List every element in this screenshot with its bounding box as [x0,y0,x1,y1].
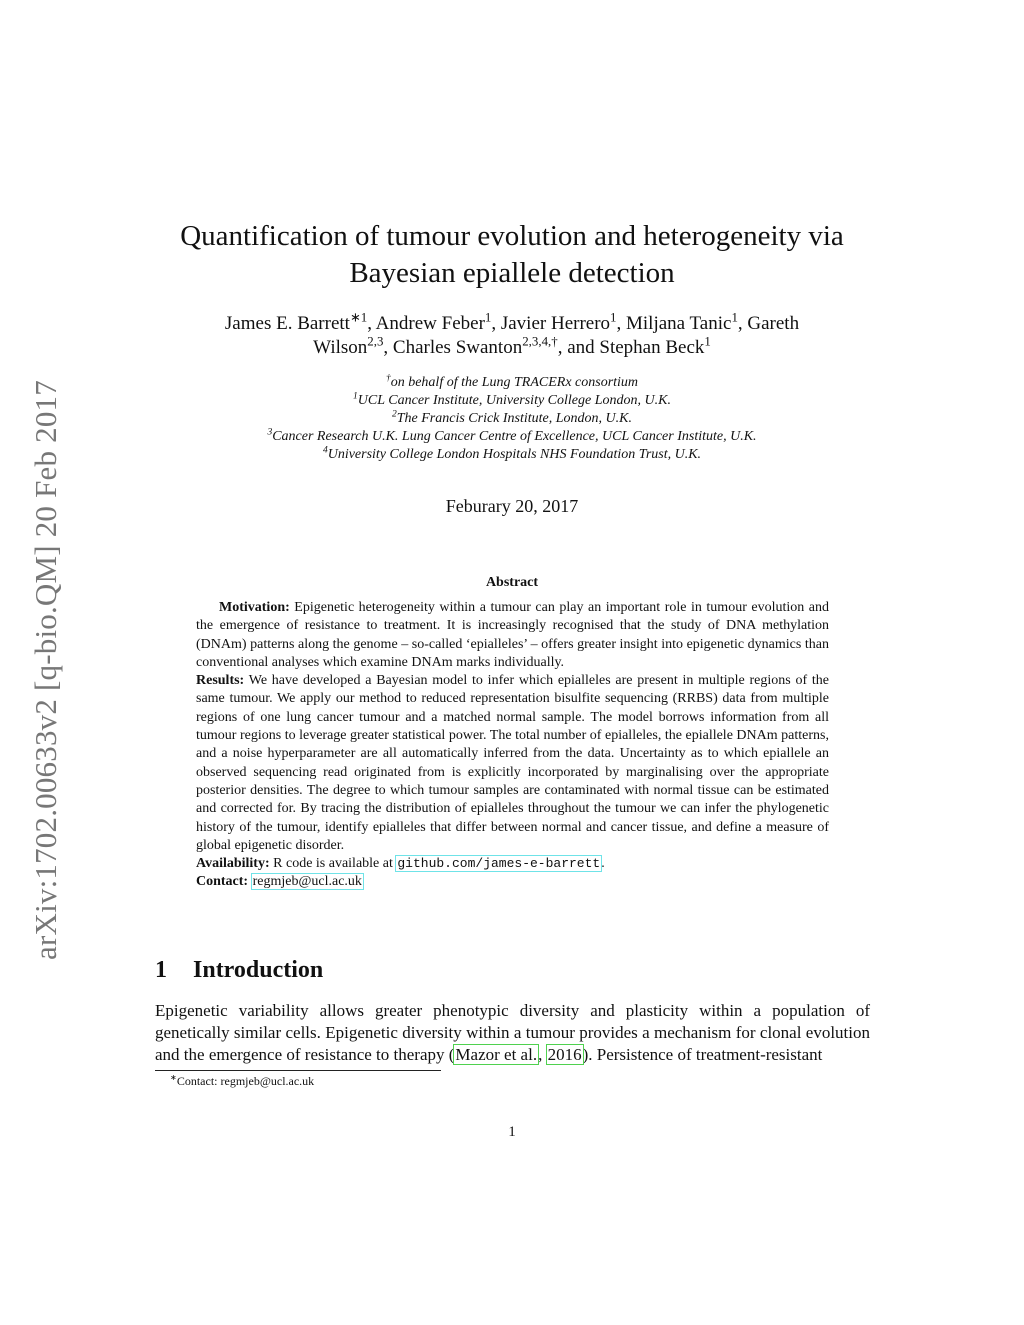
abstract-contact [196,873,829,891]
author-name: , Gareth [737,313,800,334]
section-title: Introduction [193,957,324,983]
author-mark[interactable]: ∗1 [349,309,368,325]
introduction-paragraph: Epigenetic variability allows greater phenotypic diversity and plasticity within a population of genetically similar cells. Epigenetic diversity within a tumour provides a mechanism for clonal evolution and the emergence of resistance to therapy (Mazor et al., 2016). Persistence of treatment-resistant [155,1001,870,1064]
author-name: , Charles Swanton [383,337,523,358]
footnote-divider [155,1070,441,1071]
author-line-2 [150,333,874,360]
author-mark: 2,3 [367,333,384,349]
author-mark: 2,3,4,† [522,333,558,349]
motivation-text: Epigenetic heterogeneity within a tumour can play an important role in tumour evolution and the emergence of resistance to treatment. It is increasingly recognised that the study of DNA methylation (DNAm) patterns along the genome – so-called ‘epialleles’ – offers greater insight into epigenetic dynamics than conventional analyses which examine DNAm marks individually. [196,600,830,670]
affiliations [150,374,874,464]
author-name: , and Stephan Beck [557,337,705,358]
availability-label: Availability: [196,856,270,872]
section-number: 1 [155,957,167,983]
contact-email-link[interactable]: regmjeb@ucl.ac.uk [252,874,362,890]
citation-link-year[interactable]: 2016 [547,1045,582,1064]
author-mark: 1 [610,309,617,325]
abstract-motivation [196,599,829,672]
motivation-label: Motivation: [219,600,290,615]
abstract-availability: Availability: R code is available at github.com/james-e-barrett. [196,856,605,872]
author-line-1 [150,309,874,336]
author-name: , Javier Herrero [491,313,611,334]
results-label: Results: [196,673,245,689]
contact-label: Contact: [196,874,249,890]
author-name: James E. Barrett [224,313,350,334]
publication-date: Feburary 20, 2017 [445,496,579,516]
author-name: , Andrew Feber [367,313,485,334]
footnote: ∗Contact: regmjeb@ucl.ac.uk [170,1073,315,1088]
affiliation-item: †on behalf of the Lung TRACERx consortium [385,373,639,390]
affiliation-item: $^4$University College London Hospitals NHS Foundation Trust, U.K. [322,445,702,462]
paper-title [150,218,874,292]
abstract-body [196,599,829,892]
title-line-1: Quantification of tumour evolution and heterogeneity via [180,220,844,252]
results-text: We have developed a Bayesian model to infer which epialleles are present in multiple regions of the same tumour. We apply our method to reduced representation bisulfite sequencing (RRBS) data from multiple regions of one lung cancer tumour and a matched normal sample. The model borrows information from all tumour regions to leverage greater statistical power. The total number of epialleles, the epiallele DNAm patterns, and a noise hyperparameter are all automatically inferred from the data. Uncertainty as to which epiallele an observed sequencing read originated from is explicitly incorporated by marginalising over the appropriate posterior densities. The degree to which tumour samples are contaminated with normal tissue can be estimated and corrected for. By tracing the distribution of epialleles throughout the tumour we can infer the phylogenetic history of the tumour, identify epialleles that differ between normal and cancer tissue, and define a measure of global epigenetic disorder. [196,673,829,853]
github-link[interactable]: github.com/james-e-barrett [397,856,601,872]
abstract-results [196,672,829,855]
author-list [150,309,874,360]
title-line-2: Bayesian epiallele detection [349,257,675,289]
citation-link-authors[interactable]: Mazor et al. [455,1045,538,1064]
affiliation-item: $^1$UCL Cancer Institute, University College London, U.K. [353,391,671,408]
section-heading-introduction [155,957,323,984]
page-number: 1 [508,1124,516,1140]
author-name: Wilson [313,337,368,358]
arxiv-identifier: arXiv:1702.00633v2 [q-bio.QM] 20 Feb 2017 [28,380,63,960]
author-mark: 1 [731,309,738,325]
availability-text: R code is available at [273,856,393,872]
author-name: , Miljana Tanic [616,313,732,334]
affiliation-item: $^3$Cancer Research U.K. Lung Cancer Centre of Excellence, UCL Cancer Institute, U.K. [267,427,757,444]
author-mark: 1 [704,333,711,349]
author-mark: 1 [484,309,492,325]
abstract-heading: Abstract [485,575,539,590]
affiliation-item: $^2$The Francis Crick Institute, London, U.K. [391,409,633,426]
